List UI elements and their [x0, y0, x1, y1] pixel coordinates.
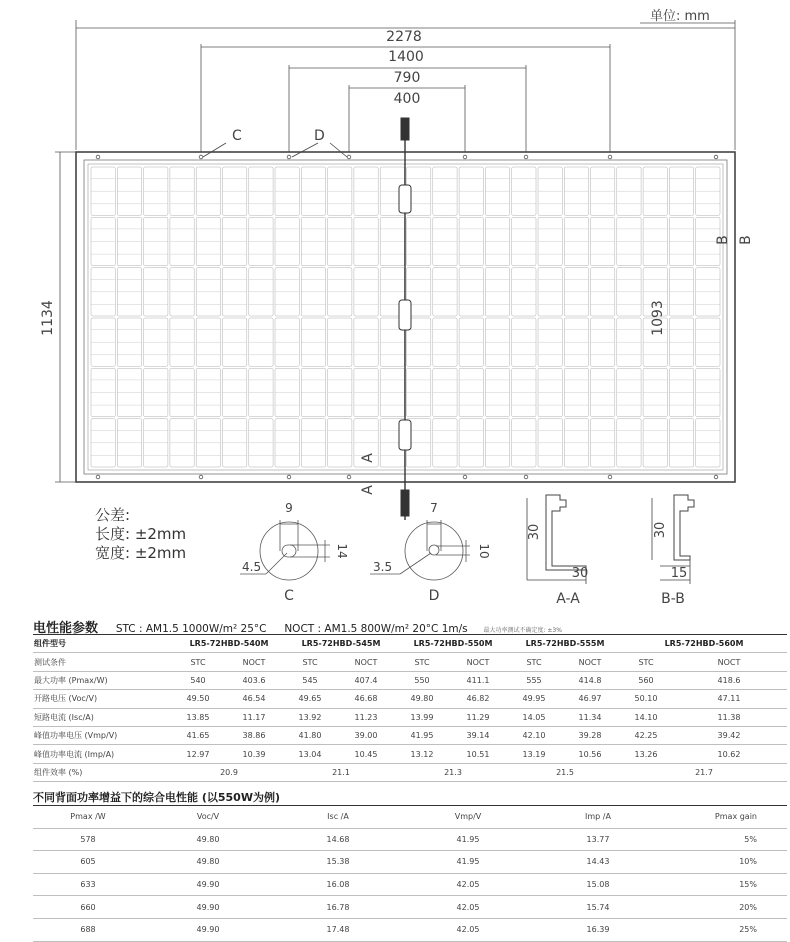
table-cell: 13.92 — [285, 708, 335, 726]
gain-cell: 15.08 — [533, 873, 663, 896]
row-label: 最大功率 (Pmax/W) — [33, 671, 173, 689]
section-b-right: B — [738, 235, 754, 245]
gain-cell: 41.95 — [403, 828, 533, 851]
mounting-hole — [347, 475, 351, 479]
table-cell: 39.00 — [335, 726, 397, 744]
mounting-hole — [287, 475, 291, 479]
detail-aa-width: 30 — [571, 566, 589, 581]
detail-c-radius: 4.5 — [242, 560, 262, 574]
mounting-hole — [463, 475, 467, 479]
gain-cell: 660 — [33, 896, 143, 919]
row-label: 开路电压 (Voc/V) — [33, 690, 173, 708]
gain-row — [33, 828, 787, 851]
detail-d-radius: 3.5 — [373, 560, 393, 574]
detail-c-label: C — [284, 588, 294, 604]
gain-cell: 49.90 — [143, 873, 273, 896]
gain-header-cell: Pmax /W — [33, 806, 143, 829]
detail-c-height: 14 — [335, 543, 349, 559]
tolerance-title: 公差: — [95, 506, 131, 524]
table-cell: 14.10 — [621, 708, 671, 726]
row-label: 峰值功率电流 (Imp/A) — [33, 745, 173, 763]
table-cell: 411.1 — [447, 671, 509, 689]
model-header-label: 组件型号 — [33, 635, 173, 653]
stc-conditions: STC : AM1.5 1000W/m² 25°C — [115, 623, 267, 635]
model-name: LR5-72HBD-545M — [285, 635, 397, 653]
efficiency-value: 21.5 — [509, 763, 621, 781]
detail-d-label: D — [428, 588, 440, 604]
condition-stc: STC — [509, 653, 559, 671]
gain-cell: 25% — [663, 918, 787, 941]
detail-d-circle — [405, 522, 463, 580]
model-name: LR5-72HBD-555M — [509, 635, 621, 653]
gain-cell: 49.90 — [143, 896, 273, 919]
gain-cell: 14.43 — [533, 851, 663, 874]
table-cell: 47.11 — [671, 690, 787, 708]
table-cell: 46.82 — [447, 690, 509, 708]
model-name: LR5-72HBD-550M — [397, 635, 509, 653]
gain-cell: 42.05 — [403, 873, 533, 896]
table-cell: 46.54 — [223, 690, 285, 708]
mounting-hole — [199, 155, 203, 159]
table-row — [33, 690, 787, 708]
dim-1093: 1093 — [650, 300, 666, 336]
section-a-bottom: A — [360, 485, 376, 495]
noct-conditions: NOCT : AM1.5 800W/m² 20°C 1m/s — [284, 623, 468, 635]
table-row — [33, 745, 787, 763]
efficiency-value: 21.1 — [285, 763, 397, 781]
gain-cell: 42.05 — [403, 896, 533, 919]
gain-cell: 633 — [33, 873, 143, 896]
gain-header-row — [33, 806, 787, 829]
table-cell: 407.4 — [335, 671, 397, 689]
table-cell: 10.51 — [447, 745, 509, 763]
table-cell: 13.04 — [285, 745, 335, 763]
electrical-table — [33, 634, 787, 782]
gain-cell: 17.48 — [273, 918, 403, 941]
condition-noct: NOCT — [223, 653, 285, 671]
detail-bb-width: 15 — [670, 566, 688, 581]
gain-section-header — [33, 789, 280, 805]
gain-cell: 10% — [663, 851, 787, 874]
gain-cell: 15.38 — [273, 851, 403, 874]
table-cell: 46.68 — [335, 690, 397, 708]
mounting-hole — [96, 475, 100, 479]
gain-cell: 578 — [33, 828, 143, 851]
row-label: 峰值功率电压 (Vmp/V) — [33, 726, 173, 744]
table-cell: 11.23 — [335, 708, 397, 726]
model-row — [33, 635, 787, 653]
table-cell: 13.85 — [173, 708, 223, 726]
dim-2278: 2278 — [386, 29, 422, 45]
gain-header-cell: Isc /A — [273, 806, 403, 829]
detail-d-width: 7 — [430, 501, 438, 515]
table-cell: 414.8 — [559, 671, 621, 689]
table-cell: 50.10 — [621, 690, 671, 708]
condition-stc: STC — [621, 653, 671, 671]
row-label: 短路电流 (Isc/A) — [33, 708, 173, 726]
table-cell: 41.65 — [173, 726, 223, 744]
condition-label: 测试条件 — [33, 653, 173, 671]
gain-header-cell: Imp /A — [533, 806, 663, 829]
table-cell: 13.19 — [509, 745, 559, 763]
table-cell: 540 — [173, 671, 223, 689]
table-cell: 41.95 — [397, 726, 447, 744]
table-cell: 545 — [285, 671, 335, 689]
table-cell: 13.26 — [621, 745, 671, 763]
table-cell: 14.05 — [509, 708, 559, 726]
table-cell: 418.6 — [671, 671, 787, 689]
condition-noct: NOCT — [671, 653, 787, 671]
gain-header-cell: Vmp/V — [403, 806, 533, 829]
gain-table — [33, 805, 787, 942]
table-cell: 11.17 — [223, 708, 285, 726]
table-cell: 10.62 — [671, 745, 787, 763]
mounting-hole — [714, 475, 718, 479]
table-cell: 560 — [621, 671, 671, 689]
efficiency-label: 组件效率 (%) — [33, 763, 173, 781]
gain-cell: 42.05 — [403, 918, 533, 941]
table-cell: 49.65 — [285, 690, 335, 708]
condition-stc: STC — [285, 653, 335, 671]
table-row — [33, 671, 787, 689]
gain-cell: 49.80 — [143, 851, 273, 874]
mounting-hole — [608, 155, 612, 159]
detail-bb-height: 30 — [653, 521, 668, 539]
tolerance-width: 宽度: ±2mm — [95, 544, 187, 562]
callout-c: C — [232, 128, 242, 144]
tolerance-block — [95, 506, 186, 563]
mounting-hole — [463, 155, 467, 159]
detail-aa-label: A-A — [556, 591, 580, 607]
gain-cell: 16.78 — [273, 896, 403, 919]
model-name: LR5-72HBD-560M — [621, 635, 787, 653]
table-cell: 39.42 — [671, 726, 787, 744]
mounting-hole — [347, 155, 351, 159]
gain-cell: 16.39 — [533, 918, 663, 941]
mounting-hole — [524, 155, 528, 159]
condition-noct: NOCT — [335, 653, 397, 671]
table-cell: 10.56 — [559, 745, 621, 763]
table-cell: 555 — [509, 671, 559, 689]
mounting-hole — [714, 155, 718, 159]
gain-cell: 13.77 — [533, 828, 663, 851]
efficiency-value: 21.7 — [621, 763, 787, 781]
gain-header-cell: Voc/V — [143, 806, 273, 829]
detail-c-width: 9 — [285, 501, 293, 515]
mounting-hole — [608, 475, 612, 479]
table-cell: 11.34 — [559, 708, 621, 726]
gain-cell: 15% — [663, 873, 787, 896]
tolerance-length: 长度: ±2mm — [95, 525, 187, 543]
gain-cell: 688 — [33, 918, 143, 941]
dim-1400: 1400 — [388, 49, 424, 65]
gain-cell: 41.95 — [403, 851, 533, 874]
gain-cell: 20% — [663, 896, 787, 919]
section-a-top: A — [360, 453, 376, 463]
dim-790: 790 — [393, 70, 421, 86]
electrical-title: 电性能参数 — [33, 621, 99, 636]
condition-noct: NOCT — [447, 653, 509, 671]
gain-cell: 5% — [663, 828, 787, 851]
efficiency-value: 20.9 — [173, 763, 285, 781]
table-cell: 42.25 — [621, 726, 671, 744]
table-cell: 13.12 — [397, 745, 447, 763]
condition-noct: NOCT — [559, 653, 621, 671]
mounting-hole — [287, 155, 291, 159]
table-cell: 550 — [397, 671, 447, 689]
table-cell: 13.99 — [397, 708, 447, 726]
table-cell: 49.95 — [509, 690, 559, 708]
table-cell: 11.29 — [447, 708, 509, 726]
table-cell: 39.28 — [559, 726, 621, 744]
table-cell: 46.97 — [559, 690, 621, 708]
unit-label: 单位: mm — [650, 9, 710, 24]
gain-cell: 14.68 — [273, 828, 403, 851]
gain-cell: 16.08 — [273, 873, 403, 896]
gain-row — [33, 851, 787, 874]
uncertainty-note: 最大功率测试不确定度: ±3% — [483, 627, 562, 634]
table-cell: 10.39 — [223, 745, 285, 763]
gain-header-cell: Pmax gain — [663, 806, 787, 829]
mounting-hole — [199, 475, 203, 479]
efficiency-value: 21.3 — [397, 763, 509, 781]
mounting-hole — [524, 475, 528, 479]
gain-cell: 15.74 — [533, 896, 663, 919]
table-cell: 49.50 — [173, 690, 223, 708]
gain-row — [33, 918, 787, 941]
table-cell: 41.80 — [285, 726, 335, 744]
dim-400: 400 — [393, 91, 421, 107]
table-row — [33, 726, 787, 744]
detail-d-height: 10 — [477, 543, 491, 559]
gain-row — [33, 896, 787, 919]
table-cell: 12.97 — [173, 745, 223, 763]
detail-bb-label: B-B — [661, 591, 685, 607]
callout-d: D — [314, 128, 325, 144]
condition-stc: STC — [397, 653, 447, 671]
gain-row — [33, 873, 787, 896]
dim-1134: 1134 — [40, 300, 56, 336]
section-b-left: B — [715, 235, 731, 245]
gain-cell: 49.80 — [143, 828, 273, 851]
table-cell: 49.80 — [397, 690, 447, 708]
model-name: LR5-72HBD-540M — [173, 635, 285, 653]
condition-row — [33, 653, 787, 671]
table-cell: 10.45 — [335, 745, 397, 763]
table-cell: 38.86 — [223, 726, 285, 744]
detail-aa-height: 30 — [527, 523, 542, 541]
gain-title: 不同背面功率增益下的综合电性能 (以550W为例) — [33, 791, 280, 804]
table-cell: 42.10 — [509, 726, 559, 744]
gain-cell: 49.90 — [143, 918, 273, 941]
table-cell: 11.38 — [671, 708, 787, 726]
mounting-hole — [96, 155, 100, 159]
table-cell: 39.14 — [447, 726, 509, 744]
gain-cell: 605 — [33, 851, 143, 874]
table-cell: 403.6 — [223, 671, 285, 689]
efficiency-row — [33, 763, 787, 781]
table-row — [33, 708, 787, 726]
condition-stc: STC — [173, 653, 223, 671]
